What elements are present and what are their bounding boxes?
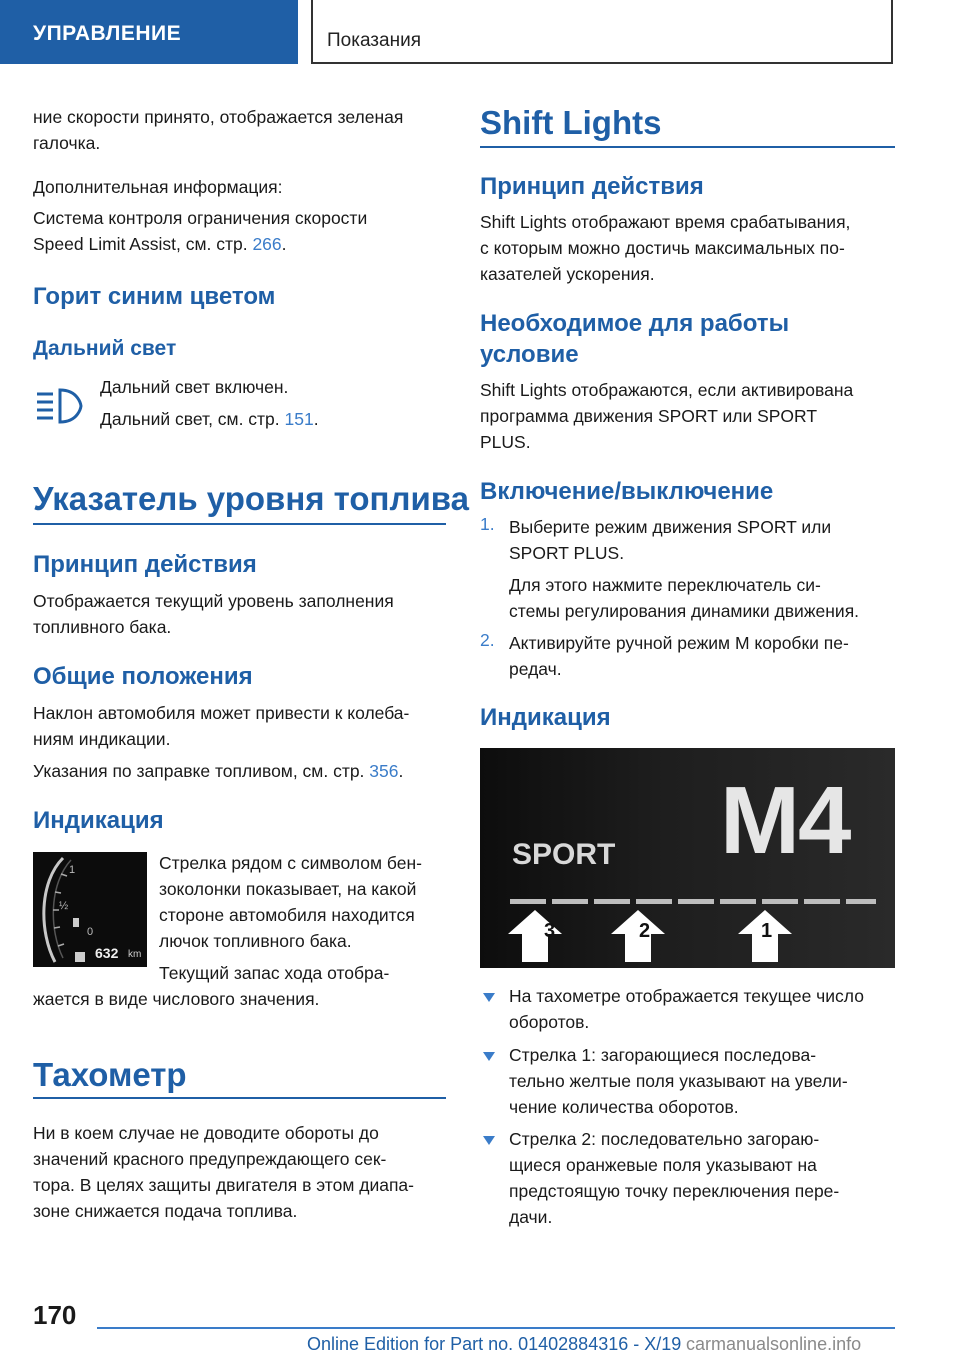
text-line: тора. В целях защиты двигателя в этом диапа- — [33, 1175, 414, 1195]
heading-general: Общие положения — [33, 663, 253, 690]
header-subsection-box — [311, 0, 893, 64]
header-section-tab — [0, 0, 298, 64]
page-link-356[interactable]: 356 — [369, 761, 399, 781]
text-line: стемы регулирования динамики движения. — [509, 601, 860, 621]
text-line: редач. — [509, 659, 562, 679]
text-line: жается в виде числового значения. — [33, 989, 320, 1009]
fuel-tick-empty: 0 — [87, 926, 94, 938]
text-line: Стрелка рядом с символом бен- — [159, 853, 422, 873]
section-rule — [33, 1097, 446, 1099]
fuel-tick-full: 1 — [69, 864, 76, 876]
text-fragment: Указания по заправке топливом, см. стр. — [33, 761, 370, 781]
text-line: Дальний свет, см. стр. 151. — [100, 409, 319, 429]
arrow-2-label: 2 — [639, 920, 651, 942]
page-link-266[interactable]: 266 — [252, 234, 282, 254]
text-line: стороне автомобиля находится — [159, 905, 415, 925]
fuel-gauge-image — [33, 852, 147, 967]
text-line: галочка. — [33, 133, 101, 153]
text-line: SPORT PLUS. — [509, 543, 625, 563]
fuel-tick-half: ½ — [59, 900, 69, 912]
heading-indication: Индикация — [480, 704, 611, 731]
drive-mode-label: SPORT — [512, 838, 616, 871]
text-line: Стрелка 2: последовательно загораю- — [509, 1129, 820, 1149]
text-line: чение количества оборотов. — [509, 1097, 739, 1117]
step-number: 2. — [480, 630, 495, 650]
section-rule — [480, 146, 895, 148]
footer-rule — [97, 1327, 895, 1329]
arrow-1-label: 1 — [761, 920, 773, 942]
text-line: Система контроля ограничения скорости — [33, 208, 368, 228]
heading-fuel-gauge: Указатель уровня топлива — [33, 480, 469, 517]
heading-on-off: Включение/выключение — [480, 478, 774, 505]
heading-requirements-cont: условие — [480, 341, 579, 368]
text-line: Для этого нажмите переключатель си- — [509, 575, 821, 595]
text-line: Дальний свет включен. — [100, 377, 289, 397]
shift-lights-image — [480, 748, 895, 968]
text-line: Speed Limit Assist, см. стр. 266. — [33, 234, 287, 254]
text-line: тельно желтые поля указывают на увели- — [509, 1071, 848, 1091]
heading-shift-lights: Shift Lights — [480, 104, 662, 141]
text-line: Выберите режим движения SPORT или — [509, 517, 832, 537]
high-beam-icon — [35, 384, 85, 428]
text-line: оборотов. — [509, 1012, 590, 1032]
text-line: значений красного предупреждающего сек- — [33, 1149, 387, 1169]
text-line: Shift Lights отображаются, если активирована — [480, 380, 854, 400]
text-fragment: Speed Limit Assist, см. стр. — [33, 234, 253, 254]
header-section-title: УПРАВЛЕНИЕ — [33, 22, 182, 45]
section-rule — [33, 523, 446, 525]
heading-tachometer: Тахометр — [33, 1056, 187, 1093]
heading-principle: Принцип действия — [480, 173, 704, 200]
heading-requirements: Необходимое для работы — [480, 310, 790, 337]
text-line: щиеся оранжевые поля указывают на — [509, 1155, 817, 1175]
heading-blue-indicators: Горит синим цветом — [33, 283, 276, 310]
gear-indicator: M4 — [720, 767, 850, 874]
fuel-range-unit: km — [128, 949, 142, 960]
text-line: казателей ускорения. — [480, 264, 655, 284]
text-line: Наклон автомобиля может привести к колеба- — [33, 703, 410, 723]
text-line: На тахометре отображается текущее число — [509, 986, 864, 1006]
text-line: лючок топливного бака. — [159, 931, 352, 951]
bullet-triangle-icon — [483, 1052, 495, 1061]
text-line: топливного бака. — [33, 617, 172, 637]
text-line: ние скорости принято, отображается зеленая — [33, 107, 404, 127]
text-line: зоне снижается подача топлива. — [33, 1201, 298, 1221]
text-line: Отображается текущий уровень заполнения — [33, 591, 394, 611]
footer-edition: Online Edition for Part no. 01402884316 - X/19 — [307, 1334, 682, 1354]
heading-indication: Индикация — [33, 807, 164, 834]
heading-principle: Принцип действия — [33, 551, 257, 578]
text-line: Shift Lights отображают время срабатывания, — [480, 212, 851, 232]
text-fragment: Дальний свет, см. стр. — [100, 409, 285, 429]
heading-high-beam: Дальний свет — [33, 337, 177, 360]
step-number: 1. — [480, 514, 495, 534]
text-line: Активируйте ручной режим М коробки пе- — [509, 633, 849, 653]
bullet-triangle-icon — [483, 993, 495, 1002]
fuel-range-value: 632 — [95, 945, 119, 961]
watermark: carmanualsonline.info — [686, 1334, 862, 1354]
text-line: дачи. — [509, 1207, 553, 1227]
arrow-3-label: 3 — [544, 920, 556, 942]
text-line: PLUS. — [480, 432, 531, 452]
bullet-triangle-icon — [483, 1136, 495, 1145]
text-line: Дополнительная информация: — [33, 177, 283, 197]
text-line: Текущий запас хода отобра- — [159, 963, 390, 983]
text-line: зоколонки показывает, на какой — [159, 879, 417, 899]
text-line: предстоящую точку переключения пере- — [509, 1181, 840, 1201]
page-number: 170 — [33, 1300, 77, 1330]
text-line: программа движения SPORT или SPORT — [480, 406, 818, 426]
text-line: Стрелка 1: загорающиеся последова- — [509, 1045, 817, 1065]
text-line: с которым можно достичь максимальных по- — [480, 238, 845, 258]
page-link-151[interactable]: 151 — [284, 409, 314, 429]
text-line: ниям индикации. — [33, 729, 171, 749]
text-line: Ни в коем случае не доводите обороты до — [33, 1123, 379, 1143]
text-line: Указания по заправке топливом, см. стр. 356. — [33, 761, 404, 781]
header-subsection-title: Показания — [327, 30, 421, 51]
